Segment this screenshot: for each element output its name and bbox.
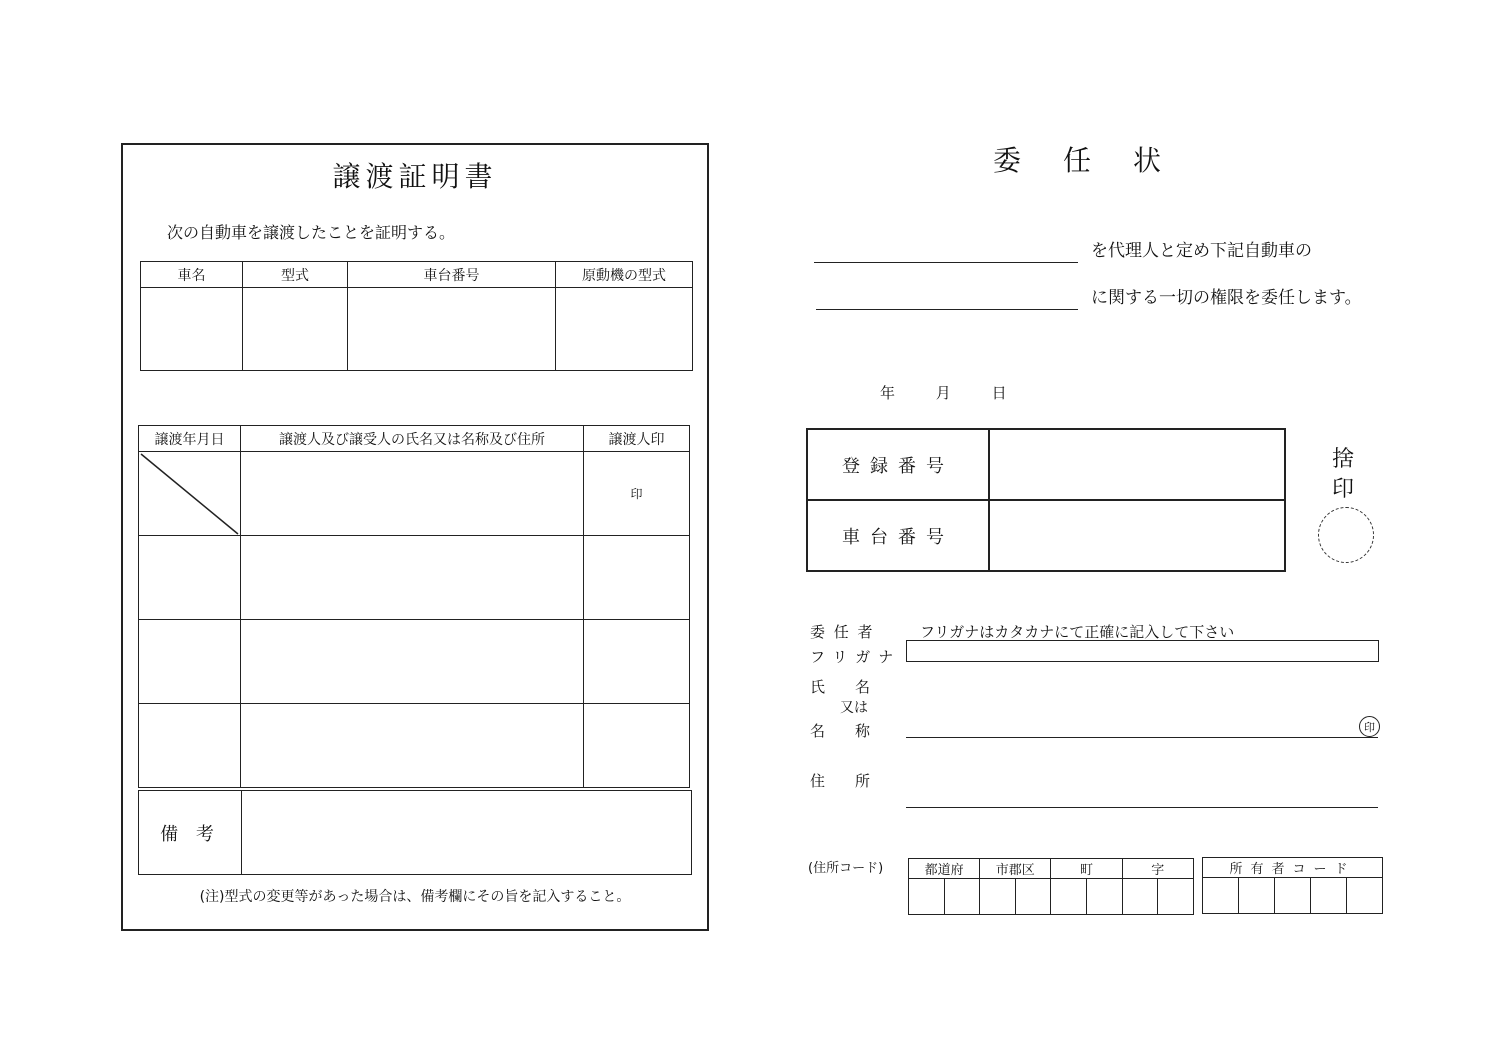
date-year-label: 年 [880, 384, 896, 402]
furigana-input[interactable] [906, 640, 1379, 662]
transfer-party-cell[interactable] [241, 536, 584, 620]
transfer-certificate-note: (注)型式の変更等があった場合は、備考欄にその旨を記入すること。 [199, 889, 631, 905]
vehicle-name-cell[interactable] [141, 288, 243, 371]
name-input-line[interactable] [906, 737, 1378, 738]
power-of-attorney-title: 委任状 [993, 144, 1204, 177]
transfer-party-cell[interactable] [241, 704, 584, 788]
header-chassis-number: 車台番号 [348, 262, 556, 288]
address-code-digit[interactable] [1087, 879, 1123, 915]
chassis-number-cell[interactable] [348, 288, 556, 371]
owner-code-digit[interactable] [1347, 878, 1383, 914]
seal-mark-text: 印 [1364, 720, 1375, 734]
owner-code-label: 所有者コード [1203, 858, 1383, 878]
delegation-line2-text: に関する一切の権限を委任します。 [1091, 288, 1362, 308]
header-prefecture: 都道府 [909, 859, 980, 879]
transfer-date-cell[interactable] [139, 620, 241, 704]
name-or-label: 又は [840, 700, 868, 716]
transfer-certificate-form [121, 143, 709, 931]
furigana-label: フリガナ [810, 648, 902, 666]
furigana-note: フリガナはカタカナにて正確に記入して下さい [920, 623, 1235, 641]
remarks-cell[interactable] [242, 791, 692, 875]
owner-code-table [1202, 857, 1383, 914]
address-code-digit[interactable] [909, 879, 945, 915]
chassis-number-cell[interactable] [989, 500, 1285, 571]
registration-table [806, 428, 1286, 572]
transferor-seal-cell[interactable] [584, 452, 690, 536]
remarks-table [138, 790, 692, 875]
owner-code-digit[interactable] [1275, 878, 1311, 914]
owner-code-digit[interactable] [1311, 878, 1347, 914]
address-code-table [908, 858, 1194, 915]
header-transfer-date: 譲渡年月日 [139, 426, 241, 452]
header-vehicle-name: 車名 [141, 262, 243, 288]
address-code-digit[interactable] [944, 879, 980, 915]
diagonal-slash-icon [139, 452, 240, 536]
address-code-digit[interactable] [1122, 879, 1158, 915]
transfer-record-table [138, 425, 690, 788]
header-model-type: 型式 [243, 262, 348, 288]
transfer-party-cell[interactable] [241, 452, 584, 536]
transferor-seal-cell[interactable] [584, 536, 690, 620]
vehicle-info-table [140, 261, 693, 371]
header-engine-model: 原動機の型式 [556, 262, 693, 288]
engine-model-cell[interactable] [556, 288, 693, 371]
transfer-party-cell[interactable] [241, 620, 584, 704]
registration-number-cell[interactable] [989, 429, 1285, 500]
date-month-label: 月 [935, 384, 951, 402]
corporate-name-label: 名 称 [810, 722, 871, 740]
address-code-label: (住所コード) [808, 861, 884, 876]
address-code-digit[interactable] [1051, 879, 1087, 915]
delegation-scope-line[interactable] [816, 309, 1078, 310]
transfer-certificate-intro: 次の自動車を譲渡したことを証明する。 [167, 223, 456, 242]
transfer-certificate-title: 譲渡証明書 [332, 160, 498, 193]
transfer-date-cell[interactable] [139, 704, 241, 788]
address-code-digit[interactable] [1158, 879, 1194, 915]
transfer-date-cell[interactable] [139, 536, 241, 620]
transferor-seal-cell[interactable] [584, 704, 690, 788]
header-city: 市郡区 [980, 859, 1051, 879]
model-type-cell[interactable] [243, 288, 348, 371]
header-section: 字 [1122, 859, 1193, 879]
address-code-digit[interactable] [980, 879, 1016, 915]
discard-seal-label: 捨印 [1331, 447, 1354, 502]
owner-code-digit[interactable] [1203, 878, 1239, 914]
discard-seal-circle[interactable] [1318, 507, 1374, 563]
date-day-label: 日 [991, 384, 1007, 402]
seal-circle-icon [1359, 716, 1380, 737]
owner-code-digit[interactable] [1239, 878, 1275, 914]
transfer-date-cell[interactable] [139, 452, 241, 536]
agent-name-line[interactable] [814, 262, 1078, 263]
delegation-line1-text: を代理人と定め下記自動車の [1091, 241, 1312, 261]
address-input-line[interactable] [906, 807, 1378, 808]
address-label: 住 所 [810, 772, 871, 790]
registration-number-label: 登録番号 [807, 429, 989, 500]
transferor-seal-cell[interactable] [584, 620, 690, 704]
address-code-digit[interactable] [1015, 879, 1051, 915]
chassis-number-label: 車台番号 [807, 500, 989, 571]
name-label: 氏 名 [810, 678, 871, 696]
delegator-label: 委 任 者 [810, 623, 875, 641]
seal-mark: 印 [630, 487, 643, 501]
header-transferor-seal: 譲渡人印 [584, 426, 690, 452]
date-row [880, 386, 1043, 401]
header-town: 町 [1051, 859, 1122, 879]
remarks-label: 備 考 [139, 791, 242, 875]
header-transferor-transferee: 譲渡人及び譲受人の氏名又は名称及び住所 [241, 426, 584, 452]
